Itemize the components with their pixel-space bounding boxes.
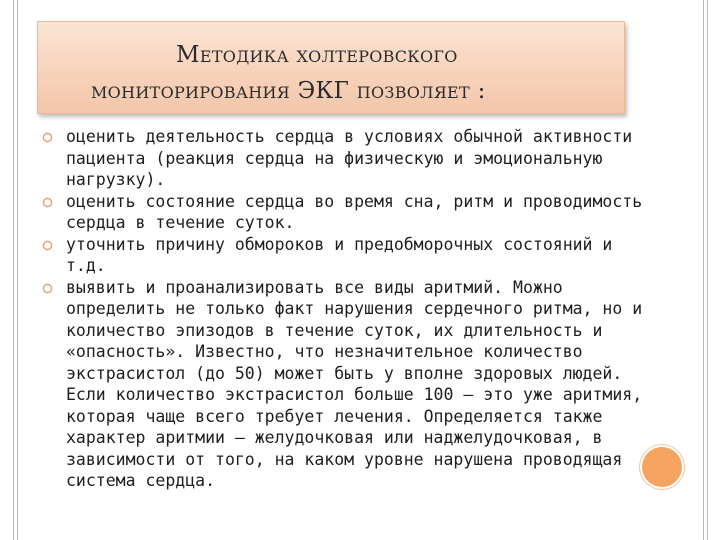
title-box bbox=[37, 21, 625, 114]
slide-title-line-1: Методика холтеровского bbox=[176, 42, 458, 68]
right-rail-line bbox=[707, 0, 708, 540]
bullet-circle-icon bbox=[42, 132, 53, 143]
decorative-circle bbox=[642, 447, 682, 487]
left-rail-line bbox=[13, 0, 14, 540]
list-item-text: выявить и проанализировать все виды аритмий. Можно определить не только факт нарушения сердечного ритма, но и количество эпизодов в течение суток, их длительность и «опасность». Известно, что незначительное количество экстрасистол (до 50) может быть у вполне здоровых людей. Если количество экстрасистол больше 100 – это уже аритмия, которая чаще всего требует лечения. Определяется также характер аритмии – желудочковая или наджелудочковая, в зависимости от того, на каком уровне нарушена проводящая система сердца. bbox=[66, 277, 643, 490]
list-item bbox=[42, 277, 662, 492]
slide-title-line-2: мониторирования ЭКГ позволяет : bbox=[91, 78, 486, 104]
bullet-circle-icon bbox=[42, 283, 53, 294]
bullet-circle-icon bbox=[42, 240, 53, 251]
left-rail-line bbox=[17, 0, 18, 540]
right-rail-line bbox=[703, 0, 704, 540]
bullet-list bbox=[42, 126, 662, 492]
list-item bbox=[42, 191, 662, 234]
bullet-circle-icon bbox=[42, 197, 53, 208]
list-item-text: оценить деятельность сердца в условиях обычной активности пациента (реакция сердца на физическую и эмоциональную нагрузку). bbox=[66, 127, 633, 189]
list-item bbox=[42, 234, 662, 277]
list-item bbox=[42, 126, 662, 191]
list-item-text: уточнить причину обмороков и предобморочных состояний и т.д. bbox=[66, 234, 613, 275]
list-item-text: оценить состояние сердца во время сна, ритм и проводимость сердца в течение суток. bbox=[66, 191, 643, 232]
